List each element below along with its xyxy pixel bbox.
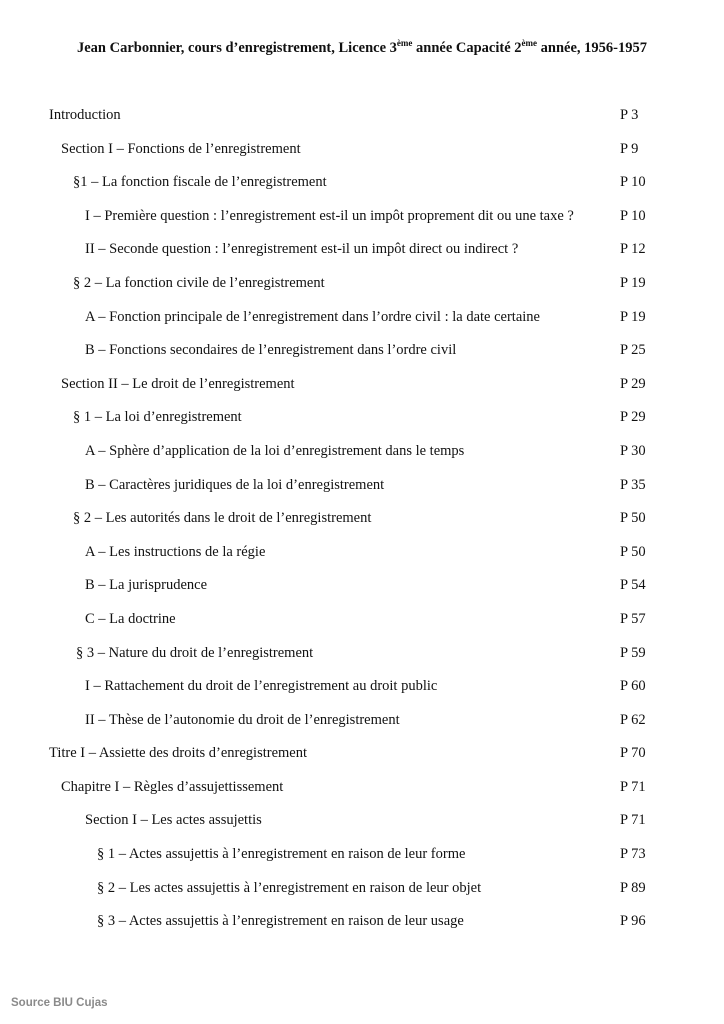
toc-entry [0, 469, 724, 503]
toc-entry-label: A – Fonction principale de l’enregistrement dans l’ordre civil : la date certaine [85, 308, 540, 325]
toc-entry-page: P 9 [620, 140, 639, 157]
toc-entry-page: P 30 [620, 442, 646, 459]
toc-entry-label: B – Fonctions secondaires de l’enregistrement dans l’ordre civil [85, 342, 457, 359]
toc-entry-label: § 3 – Nature du droit de l’enregistrement [76, 644, 314, 661]
toc-entry-page: P 50 [620, 510, 646, 527]
toc-entry-page: P 3 [620, 107, 639, 123]
toc-entry-label: Introduction [49, 107, 121, 123]
toc-entry [0, 737, 724, 771]
toc-entry [0, 200, 724, 234]
toc-entry-page: P 96 [620, 913, 646, 930]
toc-entry-label: Section II – Le droit de l’enregistrement [61, 375, 295, 392]
toc-entry-page: P 25 [620, 342, 646, 359]
toc-entry [0, 301, 724, 335]
toc-entry-label: I – Rattachement du droit de l’enregistrement au droit public [85, 678, 438, 695]
toc-entry-page: P 29 [620, 375, 646, 392]
toc-entry [0, 569, 724, 603]
toc-entry-label: § 1 – Actes assujettis à l’enregistrement en raison de leur forme [97, 846, 466, 863]
toc-entry-label: II – Seconde question : l’enregistrement est-il un impôt direct ou indirect ? [85, 241, 519, 258]
toc-entry-label: § 3 – Actes assujettis à l’enregistrement en raison de leur usage [97, 913, 464, 930]
toc-entry-page: P 10 [620, 207, 646, 224]
toc-entry-page: P 71 [620, 812, 646, 829]
toc-entry-page: P 10 [620, 174, 646, 191]
toc-entry-label: Titre I – Assiette des droits d’enregistrement [49, 745, 308, 762]
toc-entry [0, 502, 724, 536]
title-text-2: année Capacité 2 [412, 40, 522, 56]
toc-entry [0, 334, 724, 368]
toc-entry-page: P 19 [620, 308, 646, 325]
title-superscript-1: ème [396, 38, 413, 48]
title-superscript-2: ème [521, 38, 538, 48]
toc-entry [0, 603, 724, 637]
toc-entry [0, 771, 724, 805]
toc-entry [0, 536, 724, 570]
toc-entry [0, 804, 724, 838]
toc-entry [0, 133, 724, 167]
toc-entry-label: B – Caractères juridiques de la loi d’enregistrement [85, 476, 385, 493]
toc-entry-page: P 59 [620, 644, 646, 661]
toc-entry [0, 401, 724, 435]
toc-entry-label: I – Première question : l’enregistrement est-il un impôt proprement dit ou une taxe ? [85, 207, 574, 224]
toc-entry [0, 704, 724, 738]
toc-entry [0, 670, 724, 704]
toc-entry-page: P 29 [620, 409, 646, 426]
toc-entry [0, 838, 724, 872]
toc-entry-label: § 2 – La fonction civile de l’enregistrement [73, 274, 325, 291]
toc-entry-page: P 73 [620, 846, 646, 863]
toc-entry-label: B – La jurisprudence [85, 577, 208, 594]
toc-entry [0, 233, 724, 267]
toc-entry-page: P 50 [620, 543, 646, 560]
toc-entry-label: § 1 – La loi d’enregistrement [73, 409, 242, 426]
toc-entry-label: A – Les instructions de la régie [85, 543, 266, 560]
source-footer: Source BIU Cujas [11, 997, 108, 1009]
toc-entry-page: P 62 [620, 711, 646, 728]
toc-entry-page: P 89 [620, 879, 646, 896]
toc-entry [0, 166, 724, 200]
toc-entry-page: P 35 [620, 476, 646, 493]
toc-entry-label: § 2 – Les actes assujettis à l’enregistrement en raison de leur objet [97, 879, 482, 896]
title-text-1: Jean Carbonnier, cours d’enregistrement, Licence 3 [76, 40, 397, 56]
toc-entry-page: P 57 [620, 610, 646, 627]
toc-entry-label: Chapitre I – Règles d’assujettissement [61, 778, 284, 795]
toc-entry-label: A – Sphère d’application de la loi d’enregistrement dans le temps [85, 442, 465, 459]
toc-entry [0, 267, 724, 301]
toc-entry-label: § 2 – Les autorités dans le droit de l’enregistrement [73, 510, 372, 527]
toc-entry [0, 637, 724, 671]
toc-entry-page: P 70 [620, 745, 646, 762]
document-title [0, 38, 724, 57]
toc-entry [0, 435, 724, 469]
table-of-contents [0, 99, 724, 939]
toc-entry-page: P 71 [620, 778, 646, 795]
toc-entry-page: P 12 [620, 241, 646, 258]
toc-entry-page: P 54 [620, 577, 646, 594]
toc-entry [0, 905, 724, 939]
toc-entry [0, 368, 724, 402]
toc-entry-label: Section I – Fonctions de l’enregistrement [61, 140, 301, 157]
toc-entry-label: C – La doctrine [85, 610, 176, 627]
toc-entry-page: P 60 [620, 678, 646, 695]
title-text-3: année, 1956-1957 [537, 40, 647, 56]
toc-entry [0, 872, 724, 906]
toc-entry-label: II – Thèse de l’autonomie du droit de l’enregistrement [85, 711, 400, 728]
toc-entry-label: §1 – La fonction fiscale de l’enregistrement [73, 174, 327, 191]
toc-entry [0, 99, 724, 133]
toc-entry-page: P 19 [620, 274, 646, 291]
toc-entry-label: Section I – Les actes assujettis [85, 812, 262, 829]
